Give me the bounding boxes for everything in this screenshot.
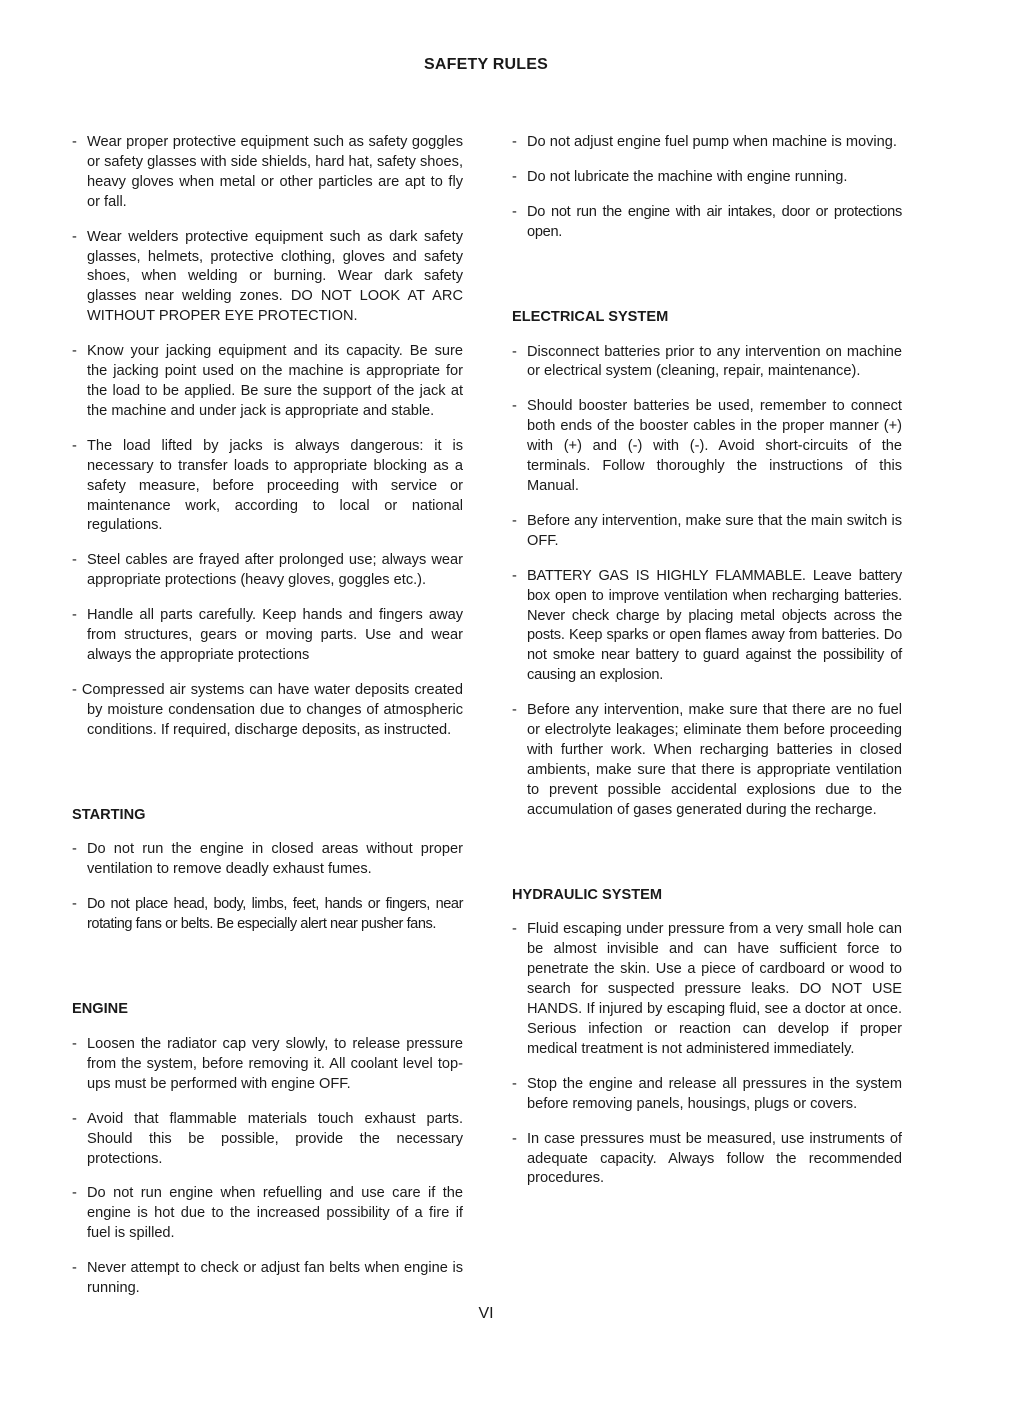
- list-item: - Do not run engine when refuelling and use care if the engine is hot due to the increased possibility of a fire if fuel is spilled.: [72, 1185, 463, 1242]
- list-item: - Stop the engine and release all pressures in the system before removing panels, housings, plugs or covers.: [512, 1075, 902, 1112]
- list-item: - Do not place head, body, limbs, feet, hands or fingers, near rotating fans or belts. Be especially alert near pusher fans.: [72, 896, 463, 933]
- list-item: - The load lifted by jacks is always dangerous: it is necessary to transfer loads to appropriate blocking as a safety measure, before proceeding with service or maintenance work, according to local or national regulations.: [72, 437, 463, 534]
- list-item: - Handle all parts carefully. Keep hands and fingers away from structures, gears or moving parts. Use and wear always the appropriate protections: [72, 607, 463, 663]
- list-item: - Loosen the radiator cap very slowly, to release pressure from the system, before removing it. All coolant level top-ups must be performed with engine OFF.: [72, 1036, 463, 1092]
- list-item: - Compressed air systems can have water deposits created by moisture condensation due to changes of atmospheric conditions. If required, discharge deposits, as instructed.: [72, 681, 463, 738]
- list-item: - Wear welders protective equipment such as dark safety glasses, helmets, protective clothing, gloves and safety shoes, when welding or burning. Wear dark safety glasses near welding zones. DO NOT LOOK AT ARC WITHOUT PROPER EYE PROTECTION.: [72, 228, 463, 325]
- section-heading-electrical: ELECTRICAL SYSTEM: [512, 308, 669, 325]
- list-item: - Wear proper protective equipment such as safety goggles or safety glasses with side shields, hard hat, safety shoes, heavy gloves when metal or other particles are apt to fly or fall.: [72, 134, 463, 210]
- list-item: - In case pressures must be measured, use instruments of adequate capacity. Always follow the recommended procedures.: [512, 1130, 902, 1187]
- section-heading-starting: STARTING: [72, 806, 146, 823]
- list-item: - Should booster batteries be used, remember to connect both ends of the booster cables in the proper manner (+) with (+) and (-) with (-). Avoid short-circuits of the terminals. Follow thoroughly the instructions of this Manual.: [512, 398, 902, 494]
- page-number: VI: [478, 1305, 494, 1322]
- list-item: - Know your jacking equipment and its capacity. Be sure the jacking point used on the machine is appropriate for the load to be applied. Be sure the support of the jack at the machine and under jack is appropriate and stable.: [72, 343, 463, 419]
- list-item: - Before any intervention, make sure that the main switch is OFF.: [512, 512, 902, 549]
- list-item: - BATTERY GAS IS HIGHLY FLAMMABLE. Leave battery box open to improve ventilation when recharging batteries. Never check charge by placing metal objects across the posts. Keep sparks or open flames away from batteries. Do not smoke near battery to guard against the possibility of causing an explosion.: [512, 567, 902, 684]
- list-item: - Disconnect batteries prior to any intervention on machine or electrical system (cleaning, repair, maintenance).: [512, 343, 902, 380]
- list-item: - Steel cables are frayed after prolonged use; always wear appropriate protections (heavy gloves, goggles etc.).: [72, 552, 463, 589]
- page-title: SAFETY RULES: [424, 56, 548, 73]
- list-item: - Do not adjust engine fuel pump when machine is moving.: [512, 134, 897, 150]
- list-item: - Before any intervention, make sure that there are no fuel or electrolyte leakages; eliminate them before proceeding with further work. When recharging batteries in closed ambients, make sure that there is appropriate ventilation to prevent possible accidental explosions due to the accumulation of gases generated during the recharge.: [512, 702, 902, 818]
- list-item: - Fluid escaping under pressure from a very small hole can be almost invisible and can have sufficient force to penetrate the skin. Use a piece of cardboard or wood to search for suspected pressure leaks. DO NOT USE HANDS. If injured by escaping fluid, see a doctor at once. Serious infection or reaction can develop if proper medical treatment is not administered immediately.: [512, 921, 902, 1057]
- left-column: [72, 133, 463, 1314]
- list-item: - Never attempt to check or adjust fan belts when engine is running.: [72, 1260, 463, 1297]
- section-heading-hydraulic: HYDRAULIC SYSTEM: [512, 886, 662, 903]
- list-item: - Do not lubricate the machine with engine running.: [512, 168, 848, 185]
- right-column: [512, 133, 902, 1204]
- list-item: - Avoid that flammable materials touch exhaust parts. Should this be possible, provide the necessary protections.: [72, 1110, 463, 1167]
- section-heading-engine: ENGINE: [72, 1001, 128, 1018]
- list-item: - Do not run the engine with air intakes, door or protections open.: [512, 203, 902, 240]
- list-item: - Do not run the engine in closed areas without proper ventilation to remove deadly exhaust fumes.: [72, 841, 463, 878]
